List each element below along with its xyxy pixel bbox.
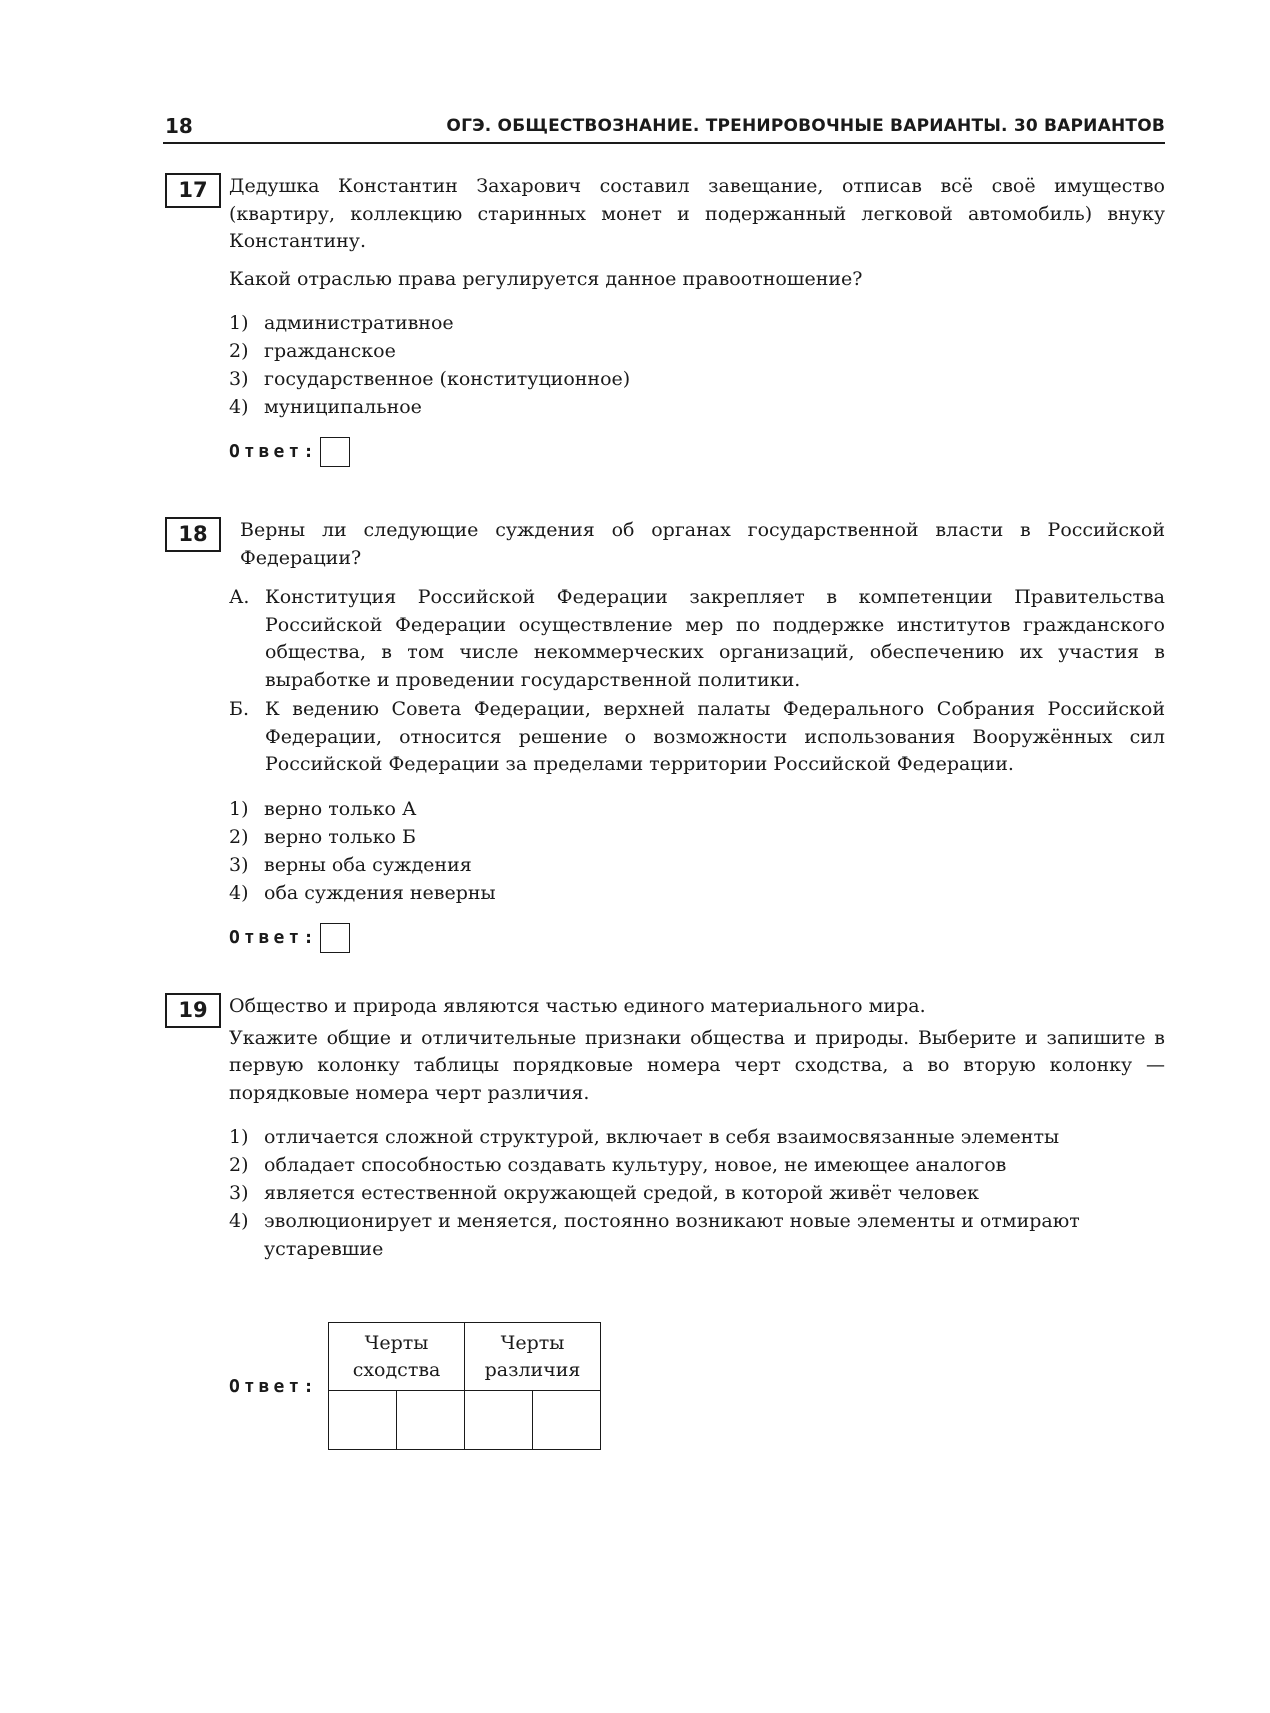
option-text: является естественной окружающей средой, в которой живёт человек: [264, 1182, 979, 1204]
answer-row: [229, 435, 1165, 469]
option-item: [229, 393, 1165, 421]
answer-cell[interactable]: [397, 1391, 465, 1450]
task-18: [165, 517, 1165, 955]
option-list: [229, 309, 1165, 421]
option-item: [229, 337, 1165, 365]
task-body: [240, 517, 1165, 572]
task-19: [165, 993, 1165, 1263]
option-index: 2): [229, 1154, 249, 1176]
option-index: 1): [229, 797, 249, 820]
option-item: [229, 1179, 1165, 1207]
answer-box[interactable]: [320, 923, 350, 953]
answer-row: [229, 921, 1165, 955]
option-text: верны оба суждения: [264, 853, 472, 876]
option-item: [229, 309, 1165, 337]
answer-box[interactable]: [320, 437, 350, 467]
option-text: гражданское: [264, 340, 396, 362]
option-text: эволюционирует и меняется, постоянно возникают новые элементы и отмирают устаревшие: [264, 1210, 1080, 1260]
task-number-box: 17: [165, 173, 221, 208]
answer-label: Ответ:: [229, 441, 319, 463]
answer-cell[interactable]: [465, 1391, 533, 1450]
running-title: ОГЭ. ОБЩЕСТВОЗНАНИЕ. ТРЕНИРОВОЧНЫЕ ВАРИАНТЫ. 30 ВАРИАНТОВ: [446, 116, 1165, 136]
task-question: Укажите общие и отличительные признаки общества и природы. Выберите и запишите в первую колонку таблицы порядковые номера черт сходства, а во вторую колонку — порядковые номера черт различия.: [229, 1026, 1165, 1104]
statement-list: [229, 584, 1165, 779]
option-index: 1): [229, 312, 249, 334]
task-intro: Дедушка Константин Захарович составил завещание, отписав всё своё имущество (квартиру, коллекцию старинных монет и подержанный легковой автомобиль) внуку Константину.: [229, 175, 1165, 252]
option-index: 3): [229, 1182, 249, 1204]
task-body: [229, 173, 1165, 469]
option-item: [229, 823, 1165, 851]
answer-table: [328, 1322, 601, 1450]
task-17: [165, 173, 1165, 469]
answer-cell[interactable]: [533, 1391, 601, 1450]
statements-block: [229, 584, 1165, 955]
option-item: [229, 879, 1165, 907]
answer-cell[interactable]: [329, 1391, 397, 1450]
statement-b: [229, 696, 1165, 779]
option-index: 4): [229, 1210, 249, 1232]
option-index: 4): [229, 396, 249, 418]
answer-table-row: [229, 1322, 601, 1450]
option-index: 3): [229, 853, 249, 876]
running-header: [163, 112, 1165, 144]
option-index: 4): [229, 881, 249, 904]
task-question: Какой отраслью права регулируется данное правоотношение?: [229, 267, 863, 290]
option-index: 2): [229, 340, 249, 362]
option-text: отличается сложной структурой, включает в себя взаимосвязанные элементы: [264, 1126, 1060, 1148]
option-text: административное: [264, 312, 454, 334]
option-index: 1): [229, 1126, 249, 1148]
page-number: 18: [165, 114, 193, 138]
task-number-box: 19: [165, 993, 221, 1028]
statement-a: [229, 584, 1165, 694]
option-index: 3): [229, 368, 249, 390]
option-text: верно только А: [264, 797, 417, 820]
option-text: государственное (конституционное): [264, 368, 631, 390]
option-index: 2): [229, 825, 249, 848]
statement-text: Конституция Российской Федерации закрепляет в компетенции Правительства Российской Федерации осуществление мер по поддержке институтов гражданского общества, в том числе некоммерческих организаций, обеспечению их участия в выработке и проведении государственной политики.: [265, 586, 1165, 691]
table-header-differences: Черты различия: [465, 1323, 601, 1391]
option-item: [229, 795, 1165, 823]
statement-letter: Б.: [229, 698, 250, 720]
option-text: обладает способностью создавать культуру, новое, не имеющее аналогов: [264, 1154, 1007, 1176]
task-question: Верны ли следующие суждения об органах государственной власти в Российской Федерации?: [240, 519, 1165, 569]
answer-label: Ответ:: [229, 1375, 319, 1397]
option-list: [229, 1123, 1165, 1263]
task-number-box: 18: [165, 517, 221, 552]
table-header-similarities: Черты сходства: [329, 1323, 465, 1391]
option-item: [229, 1123, 1165, 1151]
option-item: [229, 1151, 1165, 1179]
option-item: [229, 365, 1165, 393]
statement-text: К ведению Совета Федерации, верхней палаты Федерального Собрания Российской Федерации, относится решение о возможности использования Вооружённых сил Российской Федерации за пределами территории Российской Федерации.: [265, 698, 1165, 775]
option-text: оба суждения неверны: [264, 881, 496, 904]
task-body: [229, 993, 1165, 1263]
task-intro: Общество и природа являются частью единого материального мира.: [229, 995, 926, 1017]
option-text: муниципальное: [264, 396, 422, 418]
option-list: [229, 795, 1165, 907]
option-item: [229, 1207, 1165, 1263]
statement-letter: А.: [229, 586, 250, 608]
answer-label: Ответ:: [229, 926, 319, 948]
option-item: [229, 851, 1165, 879]
option-text: верно только Б: [264, 825, 416, 848]
